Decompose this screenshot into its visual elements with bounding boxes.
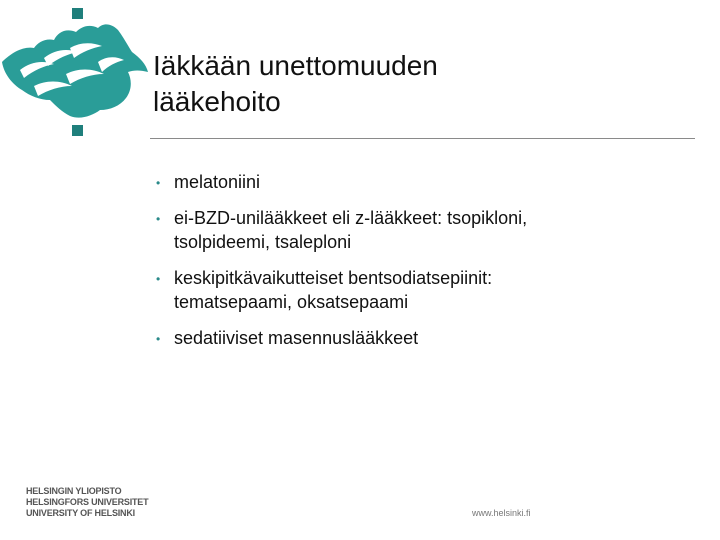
footer-url: www.helsinki.fi	[472, 508, 531, 518]
bullet-text: sedatiiviset masennuslääkkeet	[174, 328, 419, 348]
university-name-english: UNIVERSITY OF HELSINKI	[26, 508, 135, 518]
university-flame-logo-icon	[0, 0, 150, 145]
bullet-item-melatoniini	[150, 170, 690, 194]
bullet-list	[150, 170, 690, 362]
bullet-item-z-laakkeet	[150, 206, 690, 254]
bullet-dot-icon: •	[156, 272, 161, 286]
bullet-item-bentsodiatsepiinit	[150, 266, 690, 314]
bullet-text: melatoniini	[174, 172, 261, 192]
slide-title-line-1: Iäkkään unettomuuden	[153, 50, 438, 81]
bullet-text: ei-BZD-unilääkkeet eli z-lääkkeet: tsopikloni,	[174, 208, 528, 228]
bullet-dot-icon: •	[156, 176, 161, 190]
university-name-swedish: HELSINGFORS UNIVERSITET	[26, 497, 149, 507]
bullet-text-continued: tematsepaami, oksatsepaami	[174, 292, 409, 312]
bullet-text-continued: tsolpideemi, tsaleploni	[174, 232, 352, 252]
university-name-finnish: HELSINGIN YLIOPISTO	[26, 486, 122, 496]
bullet-item-masennuslaakkeet	[150, 326, 690, 350]
bullet-text: keskipitkävaikutteiset bentsodiatsepiinit:	[174, 268, 493, 288]
slide-title	[153, 48, 693, 120]
bullet-dot-icon: •	[156, 332, 161, 346]
slide-title-line-2: lääkehoito	[153, 86, 281, 117]
university-name-logo	[26, 486, 148, 519]
title-divider	[150, 138, 695, 139]
bullet-dot-icon: •	[156, 212, 161, 226]
